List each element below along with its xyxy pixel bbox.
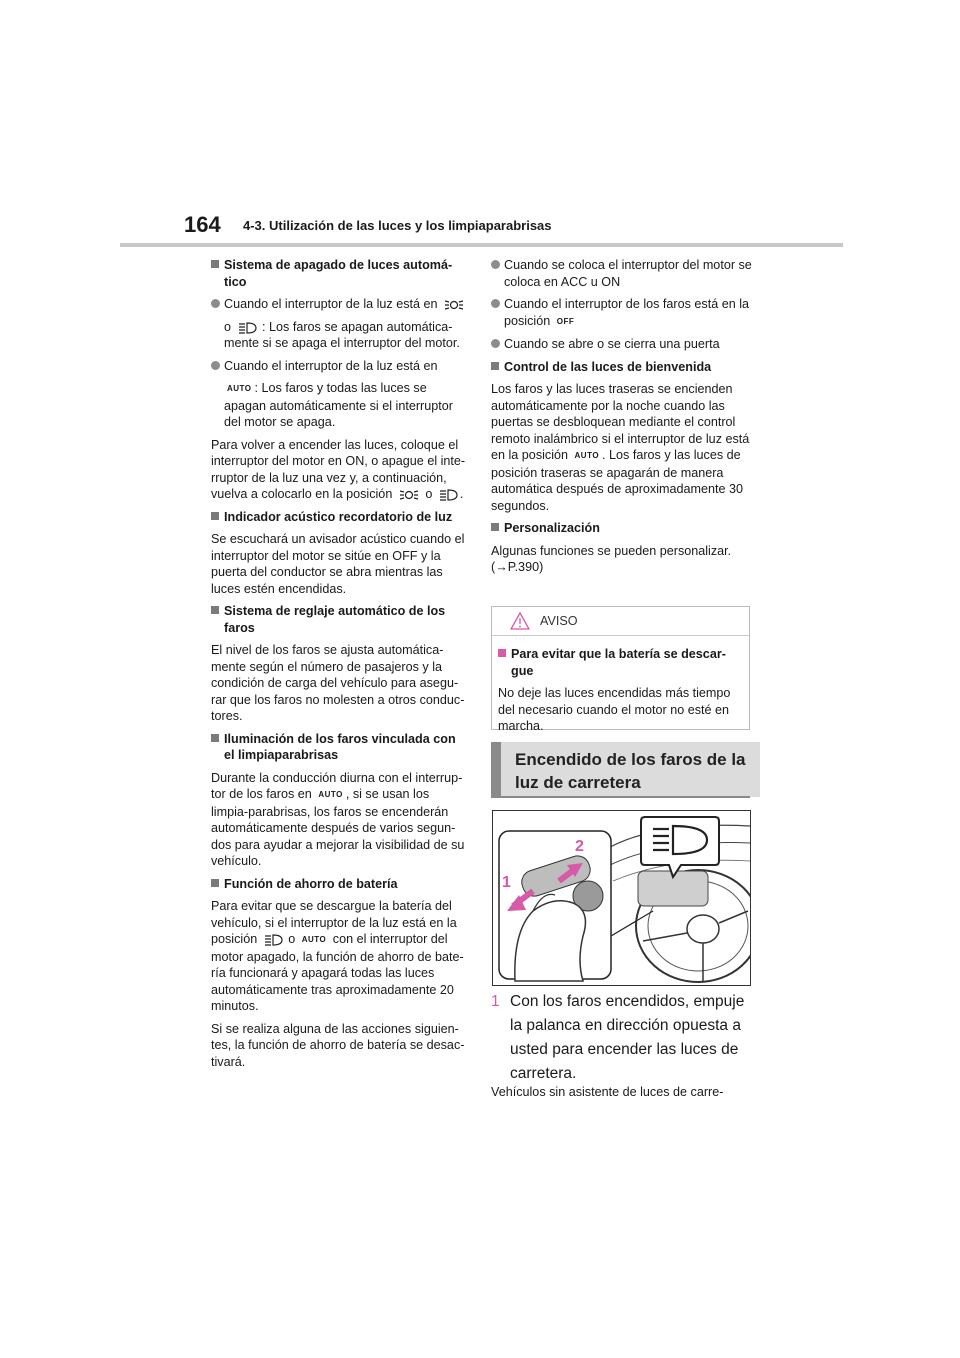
auto-off-b2-pre: Cuando el interruptor de la luz está en bbox=[224, 358, 438, 373]
auto-off-paragraph bbox=[211, 437, 469, 503]
auto-off-heading: Sistema de apagado de luces automá-tico bbox=[211, 257, 469, 290]
deactivate-bullet-2 bbox=[491, 296, 753, 330]
warning-triangle-icon bbox=[510, 612, 530, 630]
right-column bbox=[491, 253, 753, 582]
deactivate-bullet-1: Cuando se coloca el interruptor del motor se coloca en ACC u ON bbox=[491, 257, 753, 290]
headlight-icon bbox=[237, 321, 257, 335]
illustration-drawing bbox=[493, 811, 750, 985]
custom-text bbox=[491, 543, 753, 576]
battery-text-pre: Para evitar que se descargue la batería del vehículo, si el interruptor de la luz está en la posición bbox=[211, 899, 457, 946]
page-number: 164 bbox=[184, 212, 221, 237]
header-divider bbox=[120, 243, 843, 247]
welcome-heading: Control de las luces de bienvenida bbox=[491, 359, 753, 376]
headlight-icon bbox=[263, 933, 283, 947]
chapter-title: 4-3. Utilización de las luces y los limpiaparabrisas bbox=[243, 218, 552, 233]
auto-off-p-pre: Para volver a encender las luces, coloque el interruptor del motor en ON, o apague el inte-rruptor de la luz una vez y, a continuación, vuelva a colocarlo en la posición bbox=[211, 437, 466, 501]
auto-off-bullet-1 bbox=[211, 296, 469, 352]
auto-off-b1-post: : Los faros se apagan automática-mente si se apaga el interruptor del motor. bbox=[224, 319, 460, 350]
wiper-text bbox=[211, 770, 469, 870]
tail-light-icon bbox=[443, 298, 465, 312]
buzzer-text: Se escuchará un avisador acústico cuando el interruptor del motor se sitúe en OFF y la puerta del conductor se abra mientras las luces estén encendidas. bbox=[211, 532, 465, 596]
deactivate-bullet-3: Cuando se abre o se cierra una puerta bbox=[491, 336, 753, 353]
warning-heading: Para evitar que la batería se descar-gue bbox=[498, 646, 743, 679]
illustration-label-1: 1 bbox=[502, 874, 511, 891]
battery-text-post: con el interruptor del motor apagado, la función de ahorro de bate-ría funcionará y apagará todas las luces automáticamente tras aproximadamente 20 minutos. bbox=[211, 932, 464, 1013]
deactivate-b2-pre: Cuando el interruptor de los faros está en la posición bbox=[504, 297, 750, 328]
step-text: Con los faros encendidos, empuje la palanca en dirección opuesta a usted para encender las luces de carretera. bbox=[510, 993, 745, 1082]
welcome-text-pre: Los faros y las luces traseras se encienden automáticamente por la noche cuando las puertas se desbloquean mediante el control remoto inalámbrico si el interruptor de luz está en la posición bbox=[491, 382, 750, 462]
custom-heading: Personalización bbox=[491, 520, 753, 537]
tail-light-icon bbox=[398, 488, 420, 502]
left-column bbox=[211, 253, 469, 1076]
wiper-text-pre: Durante la conducción diurna con el interrup-tor de los faros en bbox=[211, 770, 463, 801]
auto-off-b2-post: : Los faros y todas las luces se apagan automáticamente si el interruptor del motor se apaga. bbox=[224, 381, 453, 429]
auto-off-p-post: . bbox=[459, 487, 464, 501]
auto-off-b1-pre: Cuando el interruptor de la luz está en bbox=[224, 297, 438, 311]
step-number: 1 bbox=[491, 993, 500, 1010]
off-icon: OFF bbox=[556, 316, 575, 326]
illustration-label-2: 2 bbox=[575, 838, 584, 855]
headlight-icon bbox=[438, 488, 458, 502]
wiper-heading: Iluminación de los faros vinculada con el limpiaparabrisas bbox=[211, 731, 469, 764]
trailing-text: Vehículos sin asistente de luces de carre- bbox=[491, 1085, 724, 1099]
auto-off-b1-mid: o bbox=[224, 319, 232, 334]
auto-icon: AUTO bbox=[227, 384, 252, 393]
warning-box-body bbox=[492, 636, 749, 735]
warning-text: No deje las luces encendidas más tiempo del necesario cuando el motor no esté en marcha. bbox=[498, 686, 731, 733]
warning-box-header bbox=[492, 607, 749, 636]
battery-text-mid: o bbox=[288, 932, 296, 946]
battery-text-2: Si se realiza alguna de las acciones siguien-tes, la función de ahorro de batería se desac-tivará. bbox=[211, 1021, 465, 1069]
battery-text bbox=[211, 898, 469, 1015]
high-beam-illustration bbox=[492, 810, 751, 986]
battery-heading: Función de ahorro de batería bbox=[211, 876, 469, 893]
auto-off-bullet-2 bbox=[211, 358, 469, 431]
custom-ref-link[interactable]: (→P.390) bbox=[491, 560, 544, 574]
welcome-text-post: . Los faros y las luces de posición traseras se apagarán de manera automática después de aproximadamente 30 segundos. bbox=[491, 448, 744, 513]
auto-icon: AUTO bbox=[574, 451, 600, 460]
leveling-heading: Sistema de reglaje automático de los faros bbox=[211, 603, 469, 636]
custom-text-line: Algunas funciones se pueden personalizar. bbox=[491, 543, 732, 558]
auto-icon: AUTO bbox=[318, 790, 343, 799]
step-1 bbox=[491, 990, 753, 1086]
wiper-text-post: , si se usan los limpia-parabrisas, los faros se encenderán automáticamente después de varios segun-dos para ayudar a mejorar la visibilidad de su vehículo. bbox=[211, 787, 465, 868]
auto-off-p-mid: o bbox=[425, 487, 433, 501]
warning-box bbox=[491, 606, 750, 733]
warning-label: AVISO bbox=[540, 614, 578, 628]
auto-icon: AUTO bbox=[301, 935, 327, 944]
section-title: Encendido de los faros de la luz de carretera bbox=[515, 750, 746, 792]
section-title-box bbox=[491, 742, 760, 797]
section-title-rule bbox=[491, 796, 750, 798]
buzzer-heading: Indicador acústico recordatorio de luz bbox=[211, 509, 469, 526]
welcome-text bbox=[491, 381, 753, 514]
leveling-text: El nivel de los faros se ajusta automática-mente según el número de pasajeros y la condición de carga del vehículo para asegu-rar que los faros no molesten a otros conduc-tores. bbox=[211, 643, 465, 723]
